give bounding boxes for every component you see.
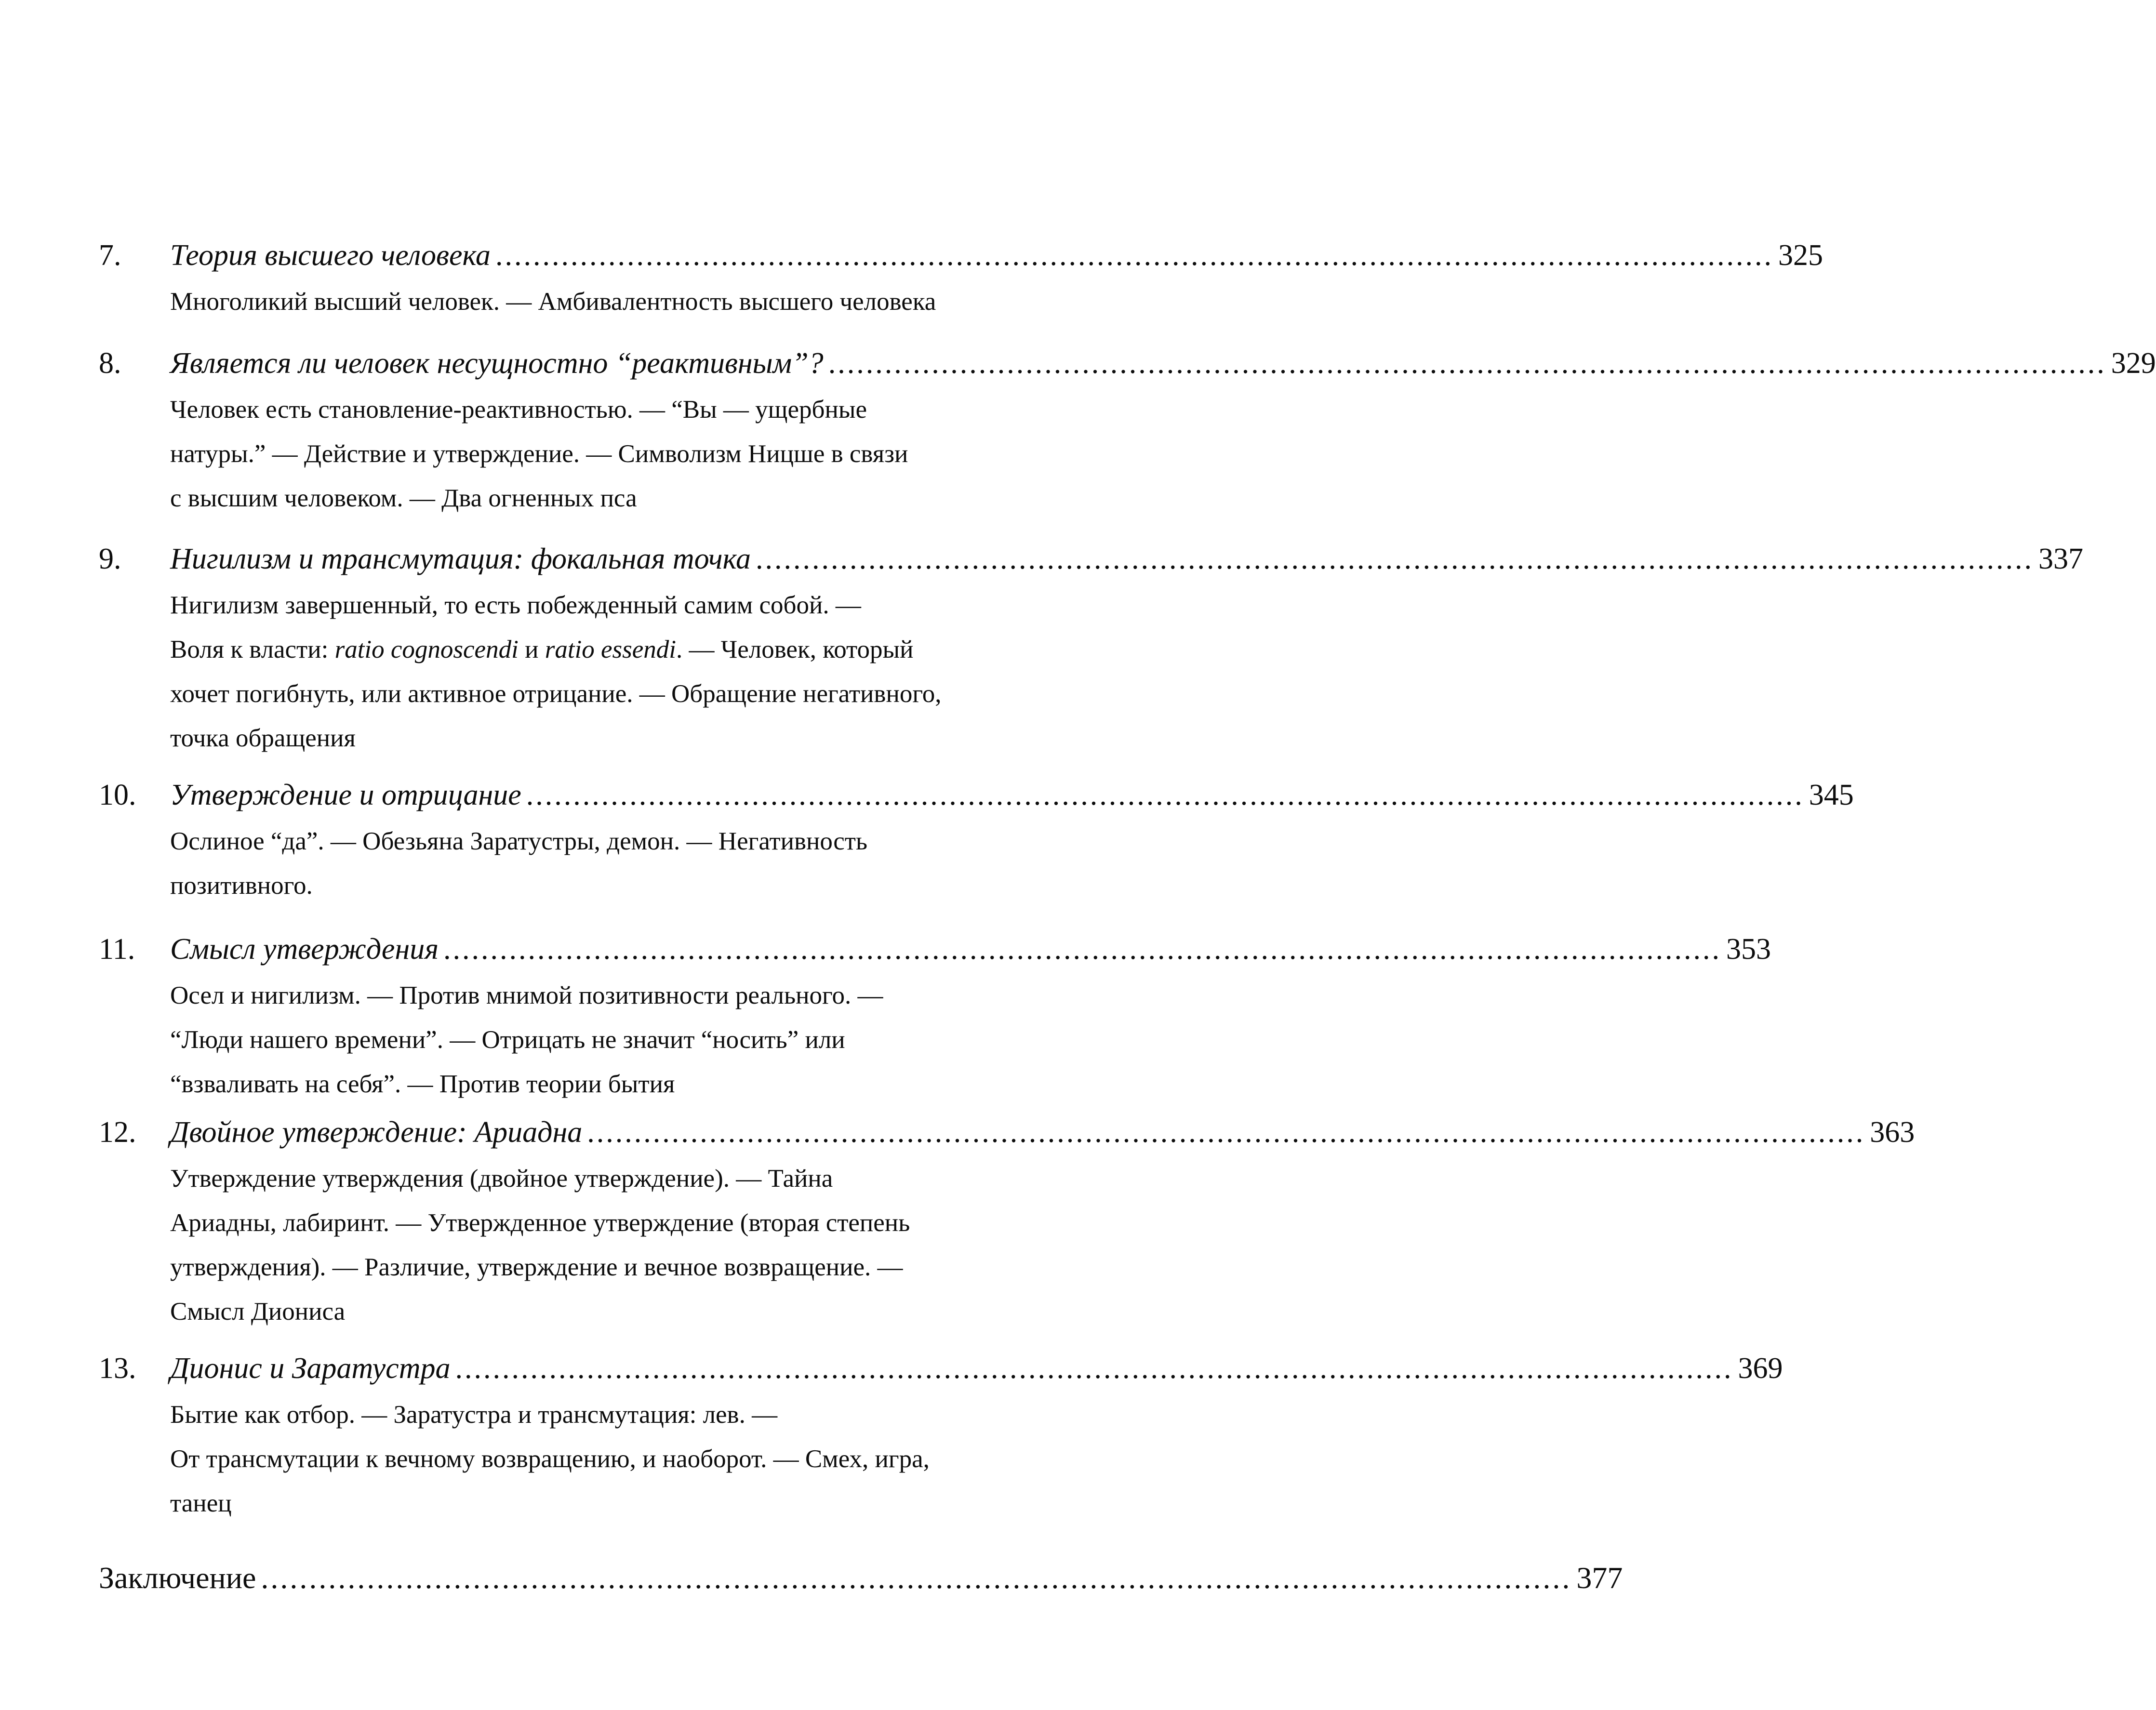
entry-page-number: 363 [1870, 1116, 1915, 1149]
entry-page-number: 325 [1778, 239, 1823, 272]
entry-description [170, 1156, 1086, 1334]
description-line: Нигилизм завершенный, то есть побежденный самим собой. — [170, 591, 861, 619]
entry-description [170, 973, 1086, 1106]
entry-heading[interactable] [99, 339, 2156, 387]
description-line: “взваливать на себя”. — Против теории бытия [170, 1070, 675, 1098]
entry-page-number: 337 [2038, 543, 2084, 575]
entry-description [170, 387, 1086, 520]
toc-entry-7 [99, 231, 1823, 324]
entry-number: 11. [99, 933, 135, 966]
toc-entry-9 [99, 535, 2084, 760]
entry-title: Нигилизм и трансмутация: фокальная точка [170, 543, 751, 575]
conclusion-page-number: 377 [1576, 1561, 1623, 1595]
entry-description [170, 583, 1086, 760]
description-line: От трансмутации к вечному возвращению, и наоборот. — Смех, игра, [170, 1445, 930, 1473]
entry-heading[interactable] [99, 1344, 1783, 1392]
entry-number: 8. [99, 347, 121, 380]
description-line: Многоликий высший человек. — Амбивалентность высшего человека [170, 288, 936, 316]
description-line: точка обращения [170, 724, 356, 752]
description-line: танец [170, 1489, 232, 1517]
toc-entry-conclusion [99, 1554, 1623, 1602]
entry-number: 10. [99, 779, 136, 811]
description-line: Смысл Диониса [170, 1298, 346, 1326]
entry-title: Является ли человек несущностно “реактивным”? [170, 347, 824, 380]
latin-term: ratio essendi [545, 636, 677, 663]
entry-description [170, 1392, 1086, 1525]
description-line: Ариадны, лабиринт. — Утвержденное утверждение (вторая степень [170, 1209, 910, 1237]
description-line: Ослиное “да”. — Обезьяна Заратустры, демон. — Негативность [170, 827, 868, 855]
entry-title: Двойное утверждение: Ариадна [170, 1116, 583, 1149]
entry-heading[interactable] [99, 231, 1823, 279]
dot-leader: ........................................................................................................................................ [455, 1352, 1733, 1385]
toc-entry-11 [99, 925, 1771, 1106]
entry-page-number: 329 [2111, 347, 2156, 380]
latin-term: ratio cognoscendi [334, 636, 519, 663]
entry-number: 12. [99, 1116, 136, 1149]
description-line: “Люди нашего времени”. — Отрицать не значит “носить” или [170, 1026, 845, 1054]
entry-number: 7. [99, 239, 121, 272]
entry-description [170, 279, 1086, 324]
dot-leader: ........................................................................................................................................ [526, 779, 1804, 811]
entry-title: Дионис и Заратустра [170, 1352, 451, 1385]
entry-heading[interactable] [99, 535, 2084, 583]
entry-heading[interactable] [99, 1554, 1623, 1602]
dot-leader: ........................................................................................................................................ [828, 347, 2106, 380]
conclusion-title: Заключение [99, 1561, 256, 1595]
description-line: утверждения). — Различие, утверждение и вечное возвращение. — [170, 1253, 903, 1281]
toc-entry-13 [99, 1344, 1783, 1525]
entry-title: Теория высшего человека [170, 239, 491, 272]
description-line: с высшим человеком. — Два огненных пса [170, 484, 637, 512]
entry-heading[interactable] [99, 771, 1854, 819]
entry-number: 9. [99, 543, 121, 575]
description-line: натуры.” — Действие и утверждение. — Символизм Ницше в связи [170, 440, 908, 468]
description-line: Бытие как отбор. — Заратустра и трансмутация: лев. — [170, 1401, 778, 1429]
entry-title: Утверждение и отрицание [170, 779, 521, 811]
dot-leader: ........................................................................................................................................ [756, 543, 2034, 575]
description-line: позитивного. [170, 872, 313, 900]
entry-heading[interactable] [99, 925, 1771, 973]
entry-description [170, 819, 1086, 908]
entry-title: Смысл утверждения [170, 933, 439, 966]
toc-entry-8 [99, 339, 2156, 520]
dot-leader: ........................................................................................................................................ [587, 1116, 1865, 1149]
toc-entry-12 [99, 1108, 1915, 1334]
entry-number: 13. [99, 1352, 136, 1385]
entry-page-number: 369 [1738, 1352, 1783, 1385]
description-line: Человек есть становление-реактивностью. — “Вы — ущербные [170, 396, 867, 424]
dot-leader: ........................................................................................................................................ [495, 239, 1773, 272]
entry-page-number: 345 [1809, 779, 1854, 811]
description-line: Воля к власти: ratio cognoscendi и ratio essendi. — Человек, который [170, 636, 914, 663]
dot-leader: ........................................................................................................................................ [261, 1561, 1572, 1595]
entry-page-number: 353 [1726, 933, 1771, 966]
description-line: Утверждение утверждения (двойное утверждение). — Тайна [170, 1165, 833, 1193]
entry-heading[interactable] [99, 1108, 1915, 1156]
toc-entry-10 [99, 771, 1854, 908]
description-line: Осел и нигилизм. — Против мнимой позитивности реального. — [170, 981, 883, 1009]
description-line: хочет погибнуть, или активное отрицание. — Обращение негативного, [170, 680, 942, 708]
dot-leader: ........................................................................................................................................ [443, 933, 1722, 966]
